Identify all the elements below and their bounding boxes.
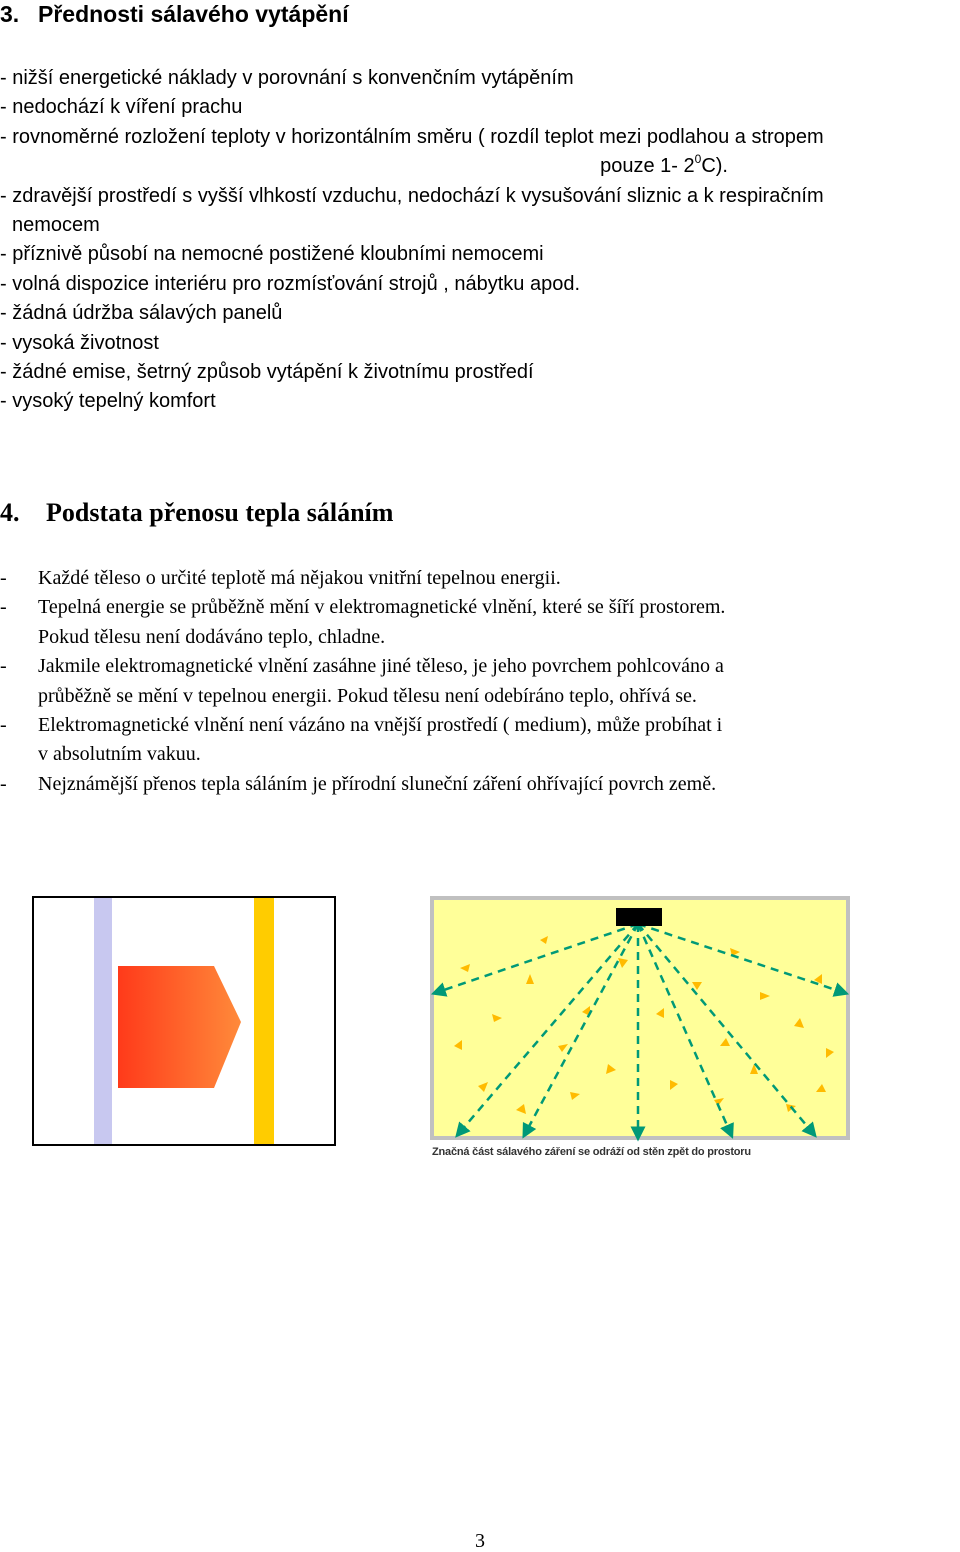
radiant-transfer-figure [32, 896, 336, 1146]
list-item-line: Každé těleso o určité teplotě má nějakou vnitřní tepelnou energii. [38, 567, 561, 589]
radiant-panel-icon [94, 898, 112, 1144]
temp-text-pre: pouze 1- 2 [600, 155, 695, 178]
list-item: - žádná údržba sálavých panelů [0, 302, 283, 325]
list-item: - vysoký tepelný komfort [0, 390, 216, 413]
advantages-list [0, 64, 960, 417]
list-item-line: průběžně se mění v tepelnou energii. Pokud tělesu není odebíráno teplo, ohřívá se. [38, 684, 697, 707]
list-bullet: - [0, 714, 7, 737]
list-item-line: Pokud tělesu není dodáváno teplo, chladne. [38, 625, 386, 648]
radiant-transfer-diagram [32, 896, 336, 1146]
list-item [0, 564, 960, 593]
section-3-number: 3. [0, 1, 20, 27]
list-item: - volná dispozice interiéru pro rozmísťování strojů , nábytku apod. [0, 272, 581, 295]
list-item-continuation: nemocem [12, 214, 100, 237]
temp-superscript: 0 [694, 152, 702, 167]
list-item-line: Tepelná energie se průběžně mění v elektromagnetické vlnění, které se šíří prostorem. [38, 596, 726, 619]
heater-icon [616, 908, 662, 926]
list-item-line: Jakmile elektromagnetické vlnění zasáhne jiné těleso, je jeho povrchem pohlcováno a [38, 655, 724, 678]
list-item-continuation [0, 152, 960, 181]
section-4-title: Podstata přenosu tepla sáláním [46, 498, 394, 527]
section-3-heading [0, 0, 349, 28]
page-number: 3 [475, 1530, 485, 1552]
list-bullet: - [0, 567, 7, 589]
list-item-line: Elektromagnetické vlnění není vázáno na vnější prostředí ( medium), může probíhat i [38, 714, 723, 737]
list-item: - nedochází k víření prachu [0, 96, 243, 119]
list-item: - vysoká životnost [0, 331, 159, 354]
list-bullet: - [0, 772, 7, 795]
list-item [0, 770, 960, 799]
temp-text-post: C). [701, 155, 728, 178]
list-bullet: - [0, 655, 7, 678]
list-item: - rovnoměrné rozložení teploty v horizontálním směru ( rozdíl teplot mezi podlahou a stropem [0, 125, 824, 148]
list-item: - nižší energetické náklady v porovnání s konvenčním vytápěním [0, 67, 574, 89]
principles-list [0, 564, 960, 799]
section-3-title: Přednosti sálavého vytápění [38, 1, 349, 27]
list-item-line: v absolutním vakuu. [38, 743, 201, 766]
list-item: - příznivě působí na nemocné postižené kloubními nemocemi [0, 243, 544, 266]
room-radiation-figure [430, 896, 850, 1142]
list-item [0, 652, 960, 711]
list-bullet: - [0, 596, 7, 619]
receiver-icon [254, 898, 274, 1144]
figure-caption: Značná část sálavého záření se odráží od stěn zpět do prostoru [432, 1146, 751, 1158]
room-radiation-diagram [430, 896, 850, 1142]
section-4-heading [0, 498, 393, 528]
list-item: - žádné emise, šetrný způsob vytápění k životnímu prostředí [0, 361, 534, 384]
list-item-line: Nejznámější přenos tepla sáláním je přírodní sluneční záření ohřívající povrch země. [38, 772, 717, 795]
section-4-number: 4. [0, 498, 20, 527]
list-item [0, 711, 960, 770]
list-item: - zdravější prostředí s vyšší vlhkostí vzduchu, nedochází k vysušování sliznic a k respiračním [0, 184, 824, 207]
list-item [0, 593, 960, 652]
